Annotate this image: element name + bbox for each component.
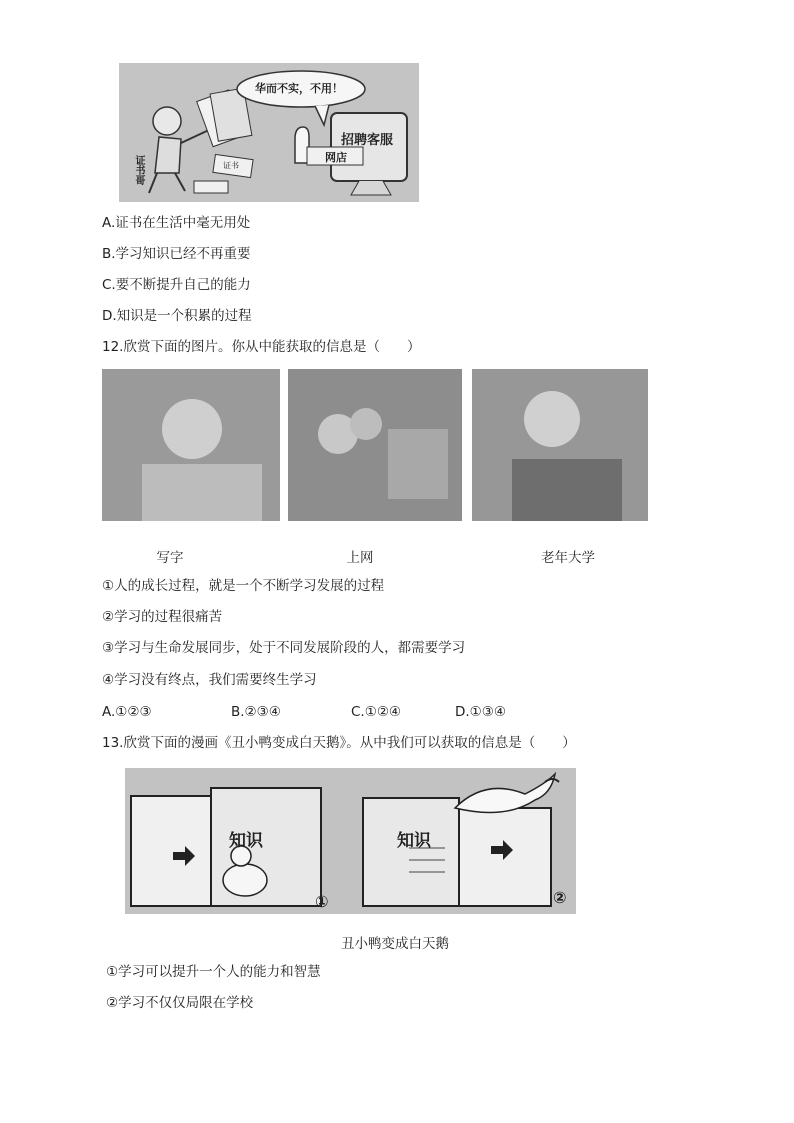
photo-internet bbox=[288, 369, 462, 521]
q12-statement-1: ①人的成长过程，就是一个不断学习发展的过程 bbox=[102, 578, 385, 594]
panel-mark-2: ② bbox=[553, 888, 567, 907]
caption-duckling-swan: 丑小鸭变成白天鹅 bbox=[341, 936, 449, 952]
book-label-2: 知识 bbox=[397, 831, 431, 851]
q12-option-b: B.②③④ bbox=[231, 704, 281, 720]
book-label-1: 知识 bbox=[229, 831, 263, 851]
photo-senior-college bbox=[472, 369, 648, 521]
q12-statement-3: ③学习与生命发展同步，处于不同发展阶段的人，都需要学习 bbox=[102, 640, 466, 656]
paper-label: 证书 bbox=[223, 161, 239, 170]
caption-senior-college: 老年大学 bbox=[541, 550, 595, 566]
q13-question: 13.欣赏下面的漫画《丑小鸭变成白天鹅》。从中我们可以获取的信息是（ ） bbox=[102, 735, 576, 751]
caption-internet: 上网 bbox=[346, 550, 374, 566]
speech-text: 华而不实，不用！ bbox=[255, 82, 343, 95]
photo-writing bbox=[102, 369, 280, 521]
q11-option-c: C.要不断提升自己的能力 bbox=[102, 277, 251, 293]
q12-question: 12.欣赏下面的图片。你从中能获取的信息是（ ） bbox=[102, 339, 421, 355]
person-label: 证书哥 bbox=[133, 155, 144, 185]
q12-option-c: C.①②④ bbox=[351, 704, 402, 720]
q12-statement-4: ④学习没有终点，我们需要终生学习 bbox=[102, 672, 317, 688]
q11-option-b: B.学习知识已经不再重要 bbox=[102, 246, 251, 262]
panel-mark-1: ① bbox=[315, 892, 329, 911]
screen-sign: 招聘客服 bbox=[341, 133, 394, 148]
cartoon-duckling-swan bbox=[125, 768, 576, 914]
q12-option-a: A.①②③ bbox=[102, 704, 152, 720]
q11-option-d: D.知识是一个积累的过程 bbox=[102, 308, 252, 324]
caption-writing: 写字 bbox=[156, 550, 184, 566]
q13-statement-2: ②学习不仅仅局限在学校 bbox=[106, 995, 254, 1011]
q13-statement-1: ①学习可以提升一个人的能力和智慧 bbox=[106, 964, 321, 980]
cartoon-certificate bbox=[119, 63, 419, 202]
q12-option-d: D.①③④ bbox=[455, 704, 506, 720]
q11-option-a: A.证书在生活中毫无用处 bbox=[102, 215, 251, 231]
shop-sign: 网店 bbox=[325, 151, 347, 164]
q12-statement-2: ②学习的过程很痛苦 bbox=[102, 609, 223, 625]
